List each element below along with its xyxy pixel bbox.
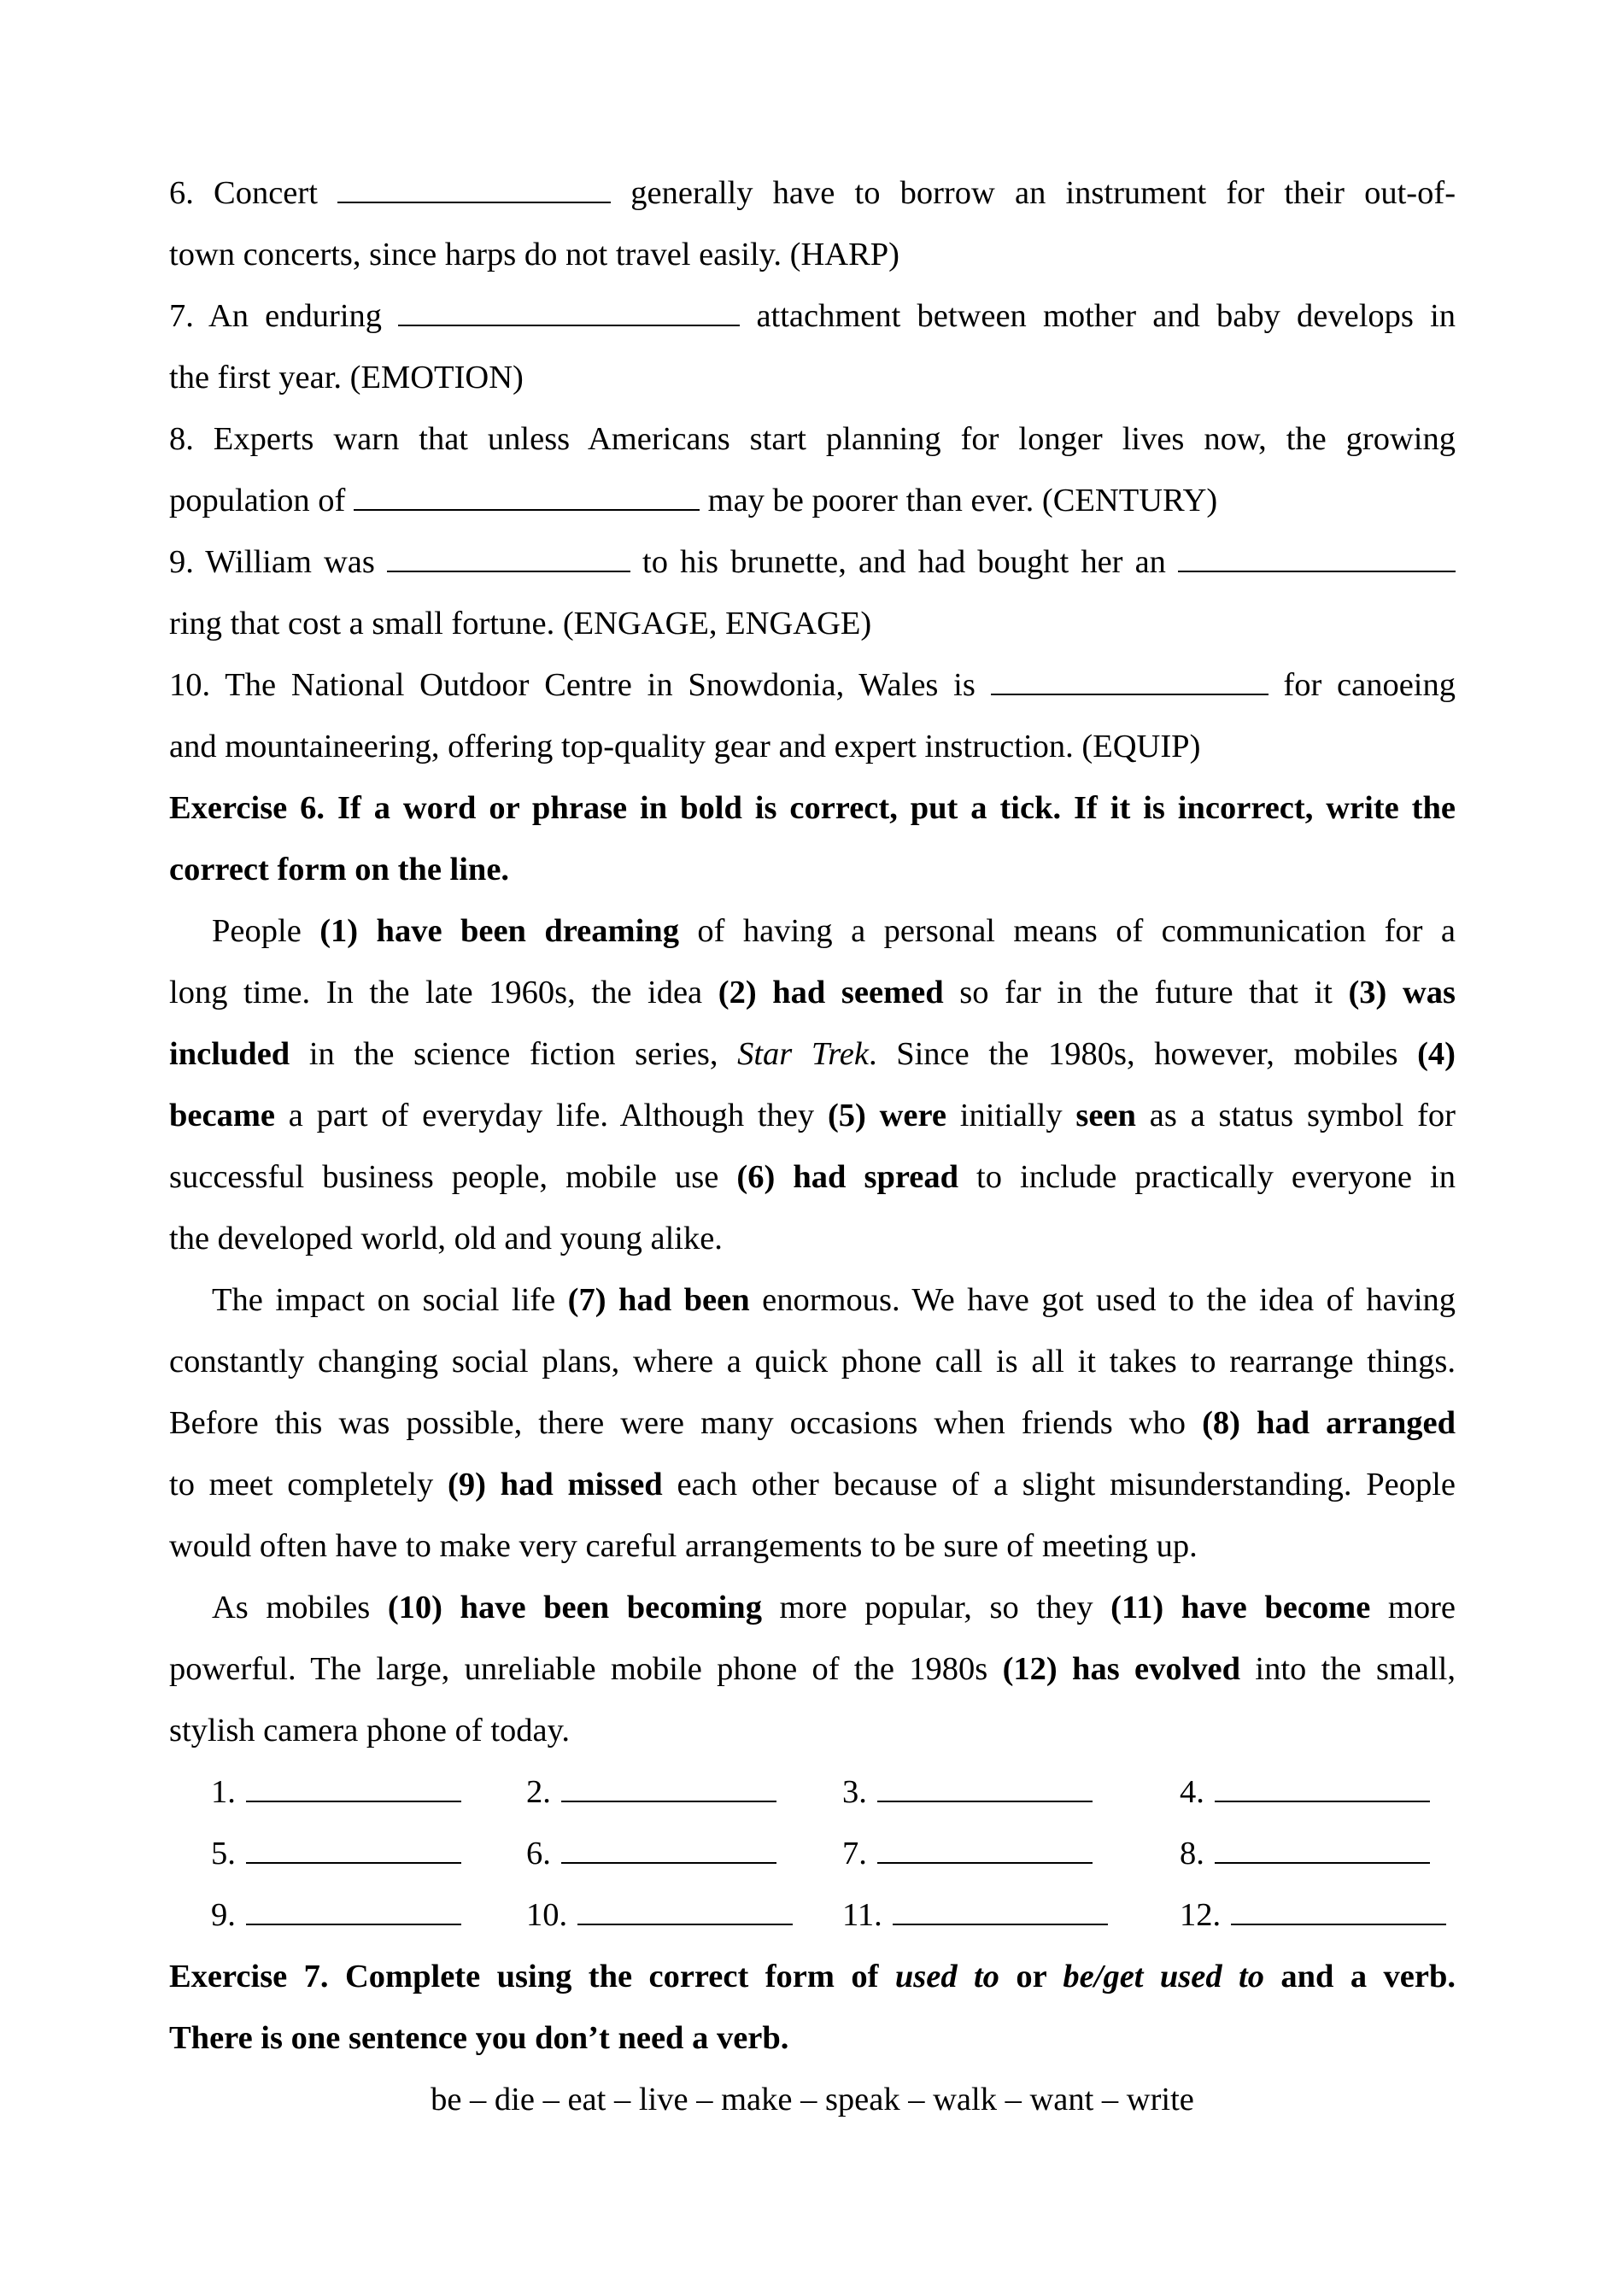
item-10-line-2: and mountaineering, offering top-quality gear and expert instruction. (EQUIP) (169, 729, 1201, 764)
item-8-text: population of (169, 483, 346, 518)
answer-number: 1. (211, 1774, 236, 1810)
answer-3[interactable] (842, 1761, 1093, 1823)
bold-phrase-4a: (4) (1417, 1036, 1456, 1072)
answer-row-1 (169, 1761, 1456, 1823)
item-10-blank[interactable] (991, 668, 1269, 695)
text: People (212, 913, 320, 949)
item-10-text-cont: for canoeing (1283, 667, 1456, 703)
text: powerful. The large, unreliable mobile phone of the 1980s (169, 1651, 1003, 1687)
text: as a status symbol for (1135, 1098, 1456, 1133)
text: so far in the future that it (943, 975, 1349, 1010)
item-6-text-cont: generally have to borrow an instrument for their out-of- (630, 175, 1456, 211)
answer-number: 2. (526, 1774, 551, 1810)
text: and a verb. (1263, 1959, 1456, 1994)
text: Exercise 7. Complete using the correct form of (169, 1959, 895, 1994)
paragraph-2-line-2: constantly changing social plans, where a quick phone call is all it takes to rearrange things. (169, 1344, 1456, 1379)
answer-blank[interactable] (1215, 1836, 1430, 1864)
bold-phrase-8: (8) had arranged (1202, 1405, 1456, 1441)
text: enormous. We have got used to the idea of having (749, 1282, 1456, 1318)
italic-be-get-used-to: be/get used to (1063, 1959, 1264, 1994)
item-8-line-1: 8. Experts warn that unless Americans start planning for longer lives now, the growing (169, 421, 1456, 457)
item-7-line-1 (169, 285, 1456, 347)
item-8-text-cont: may be poorer than ever. (CENTURY) (707, 483, 1218, 518)
answer-blank[interactable] (877, 1836, 1093, 1864)
item-9-blank-2[interactable] (1178, 545, 1456, 572)
answer-number: 6. (526, 1836, 551, 1871)
answer-7[interactable] (842, 1823, 1093, 1884)
italic-used-to: used to (894, 1959, 999, 1994)
text: a part of everyday life. Although they (275, 1098, 828, 1133)
answer-row-2 (169, 1823, 1456, 1884)
answer-10[interactable] (526, 1884, 793, 1946)
answer-grid (169, 1761, 1456, 1946)
item-10-text: 10. The National Outdoor Centre in Snowdonia, Wales is (169, 667, 976, 703)
answer-6[interactable] (526, 1823, 776, 1884)
item-9-text: 9. William was (169, 544, 375, 580)
answer-blank[interactable] (1231, 1898, 1446, 1925)
text: long time. In the late 1960s, the idea (169, 975, 718, 1010)
answer-2[interactable] (526, 1761, 776, 1823)
text: Before this was possible, there were many occasions when friends who (169, 1405, 1203, 1441)
text: more popular, so they (761, 1590, 1111, 1625)
text: or (999, 1959, 1063, 1994)
bold-phrase-3b: included (169, 1036, 290, 1072)
paragraph-2-line-4 (169, 1454, 1456, 1515)
answer-number: 7. (842, 1836, 867, 1871)
italic-title: Star Trek (737, 1036, 869, 1072)
text: more (1370, 1590, 1456, 1625)
answer-blank[interactable] (246, 1775, 461, 1802)
bold-phrase-10: (10) have been becoming (387, 1590, 762, 1625)
paragraph-2-line-5: would often have to make very careful arrangements to be sure of meeting up. (169, 1528, 1198, 1564)
text: successful business people, mobile use (169, 1159, 737, 1195)
answer-number: 3. (842, 1774, 867, 1810)
item-9-line-2: ring that cost a small fortune. (ENGAGE, ENGAGE) (169, 606, 872, 641)
answer-1[interactable] (211, 1761, 461, 1823)
paragraph-1-line-1 (169, 900, 1456, 962)
text: to include practically everyone in (958, 1159, 1456, 1195)
item-7-text-cont: attachment between mother and baby develops in (756, 298, 1456, 334)
text: initially (946, 1098, 1076, 1133)
item-8-line-2 (169, 470, 1456, 531)
worksheet-page (169, 162, 1456, 2130)
answer-5[interactable] (211, 1823, 461, 1884)
answer-number: 10. (526, 1897, 568, 1933)
item-6-line-1 (169, 162, 1456, 224)
answer-11[interactable] (842, 1884, 1108, 1946)
answer-9[interactable] (211, 1884, 461, 1946)
item-8-blank[interactable] (354, 483, 700, 511)
answer-blank[interactable] (877, 1775, 1093, 1802)
answer-12[interactable] (1180, 1884, 1446, 1946)
answer-number: 12. (1180, 1897, 1222, 1933)
bold-phrase-2: (2) had seemed (718, 975, 944, 1010)
bold-phrase-4b: became (169, 1098, 275, 1133)
item-7-blank[interactable] (398, 299, 740, 326)
item-7-line-2: the first year. (EMOTION) (169, 360, 524, 395)
bold-phrase-7: (7) had been (567, 1282, 750, 1318)
item-10-line-1 (169, 654, 1456, 716)
item-9-blank-1[interactable] (387, 545, 630, 572)
answer-4[interactable] (1180, 1761, 1430, 1823)
answer-blank[interactable] (561, 1836, 776, 1864)
answer-8[interactable] (1180, 1823, 1430, 1884)
bold-phrase-11: (11) have become (1110, 1590, 1371, 1625)
bold-phrase-12: (12) has evolved (1002, 1651, 1241, 1687)
bold-phrase-5b: seen (1075, 1098, 1136, 1133)
text: to meet completely (169, 1467, 448, 1502)
bold-phrase-5a: (5) were (827, 1098, 947, 1133)
answer-blank[interactable] (1215, 1775, 1430, 1802)
item-6-line-2: town concerts, since harps do not travel easily. (HARP) (169, 237, 899, 272)
paragraph-3-line-3: stylish camera phone of today. (169, 1713, 570, 1748)
answer-blank[interactable] (561, 1775, 776, 1802)
text: The impact on social life (212, 1282, 568, 1318)
item-9-text-cont: to his brunette, and had bought her an (642, 544, 1166, 580)
exercise-7-heading-line-2: There is one sentence you don’t need a verb. (169, 2020, 789, 2056)
paragraph-1-line-4 (169, 1085, 1456, 1146)
answer-number: 5. (211, 1836, 236, 1871)
text: into the small, (1240, 1651, 1456, 1687)
item-7-text: 7. An enduring (169, 298, 383, 334)
paragraph-1-line-3 (169, 1023, 1456, 1085)
paragraph-1-line-5 (169, 1146, 1456, 1208)
answer-number: 11. (842, 1897, 882, 1933)
answer-blank[interactable] (577, 1898, 793, 1925)
text: As mobiles (212, 1590, 388, 1625)
answer-number: 8. (1180, 1836, 1204, 1871)
answer-blank[interactable] (246, 1836, 461, 1864)
exercise-6-heading-line-1: Exercise 6. If a word or phrase in bold is correct, put a tick. If it is incorrect, write the (169, 790, 1456, 826)
item-6-text: 6. Concert (169, 175, 318, 211)
paragraph-1-line-2 (169, 962, 1456, 1023)
answer-row-3 (169, 1884, 1456, 1946)
paragraph-2-line-3 (169, 1392, 1456, 1454)
text: in the science fiction series, (290, 1036, 738, 1072)
bold-phrase-1: (1) have been dreaming (319, 913, 679, 949)
text: each other because of a slight misunderstanding. People (662, 1467, 1456, 1502)
answer-blank[interactable] (246, 1898, 461, 1925)
exercise-7-heading-line-1 (169, 1946, 1456, 2007)
bold-phrase-6: (6) had spread (736, 1159, 959, 1195)
item-6-blank[interactable] (337, 176, 611, 203)
answer-number: 4. (1180, 1774, 1204, 1810)
answer-number: 9. (211, 1897, 236, 1933)
paragraph-1-line-6: the developed world, old and young alike. (169, 1221, 723, 1256)
paragraph-2-line-1 (169, 1269, 1456, 1331)
answer-blank[interactable] (893, 1898, 1108, 1925)
paragraph-3-line-1 (169, 1577, 1456, 1638)
paragraph-3-line-2 (169, 1638, 1456, 1700)
bold-phrase-9: (9) had missed (448, 1467, 663, 1502)
bold-phrase-3a: (3) was (1348, 975, 1456, 1010)
exercise-6-heading-line-2: correct form on the line. (169, 852, 510, 887)
item-9-line-1 (169, 531, 1456, 593)
text: of having a personal means of communication for a (678, 913, 1456, 949)
verb-list: be – die – eat – live – make – speak – walk – want – write (431, 2082, 1194, 2117)
text: . Since the 1980s, however, mobiles (868, 1036, 1418, 1072)
